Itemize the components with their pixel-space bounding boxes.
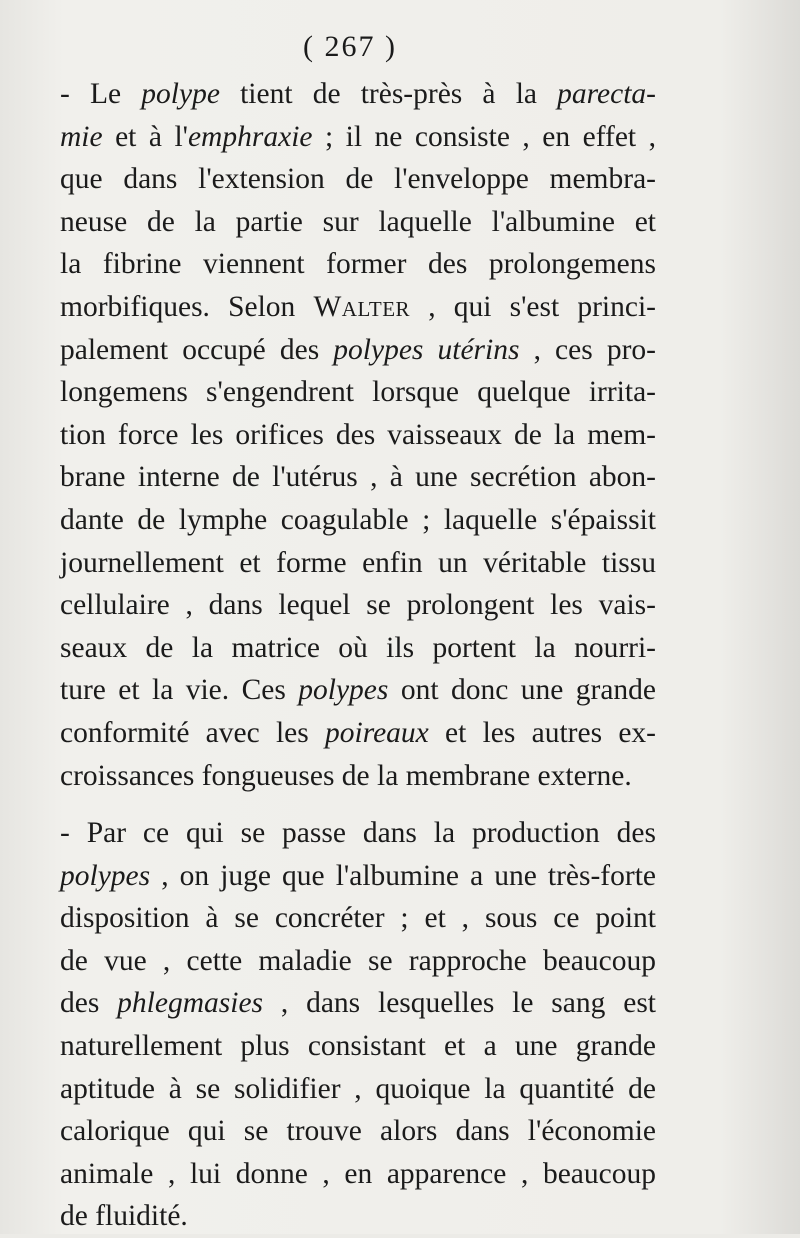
text-run: seaux de la matrice où ils portent la nourri-	[60, 631, 656, 664]
text-line	[60, 542, 656, 585]
paragraph-1	[60, 73, 656, 797]
text-line	[60, 982, 656, 1025]
text-run: tion force les orifices des vaisseaux de la mem-	[60, 418, 656, 451]
text-run: de vue , cette maladie se rapproche beaucoup	[60, 944, 656, 977]
text-run: , on juge que l'albumine a une très-forte	[150, 859, 656, 892]
text-run: journellement et forme enfin un véritable tissu	[60, 546, 656, 579]
text-line	[60, 1195, 656, 1238]
text-run: la fibrine viennent former des prolongemens	[60, 248, 656, 281]
text-line	[60, 1110, 656, 1153]
italic-term: emphraxie	[187, 120, 313, 153]
author-name: Walter	[313, 290, 411, 323]
text-line	[60, 73, 656, 116]
text-line	[60, 897, 656, 940]
text-run: , ces pro-	[519, 333, 656, 366]
text-line	[60, 456, 656, 499]
text-run: de fluidité.	[60, 1200, 188, 1233]
italic-term: polypes	[298, 674, 389, 707]
page-number: ( 267 )	[303, 30, 397, 63]
text-run: ture et la vie. Ces	[60, 674, 299, 707]
text-line	[60, 855, 656, 898]
text-run: ; il ne consiste , en effet ,	[312, 120, 656, 153]
text-run: , dans lesquelles le sang est	[263, 987, 656, 1020]
text-run: - Le	[60, 78, 142, 110]
text-run: que dans l'extension de l'enveloppe membra-	[60, 163, 656, 196]
text-line	[60, 158, 656, 201]
text-run: croissances fongueuses de la membrane externe.	[60, 759, 632, 792]
text-run: longemens s'engendrent lorsque quelque irrita-	[60, 376, 656, 409]
text-line	[60, 712, 656, 755]
text-run: des	[60, 987, 118, 1020]
text-line	[60, 201, 656, 244]
italic-term: polype	[141, 78, 220, 110]
text-line	[60, 499, 656, 542]
text-run: , qui s'est princi-	[410, 290, 656, 323]
text-run: brane interne de l'utérus , à une secrétion abon-	[60, 461, 656, 494]
text-line	[60, 116, 656, 159]
text-run: ont donc une grande	[388, 674, 656, 707]
text-run: tient de très-près à la	[219, 78, 558, 110]
text-run: morbifiques. Selon	[60, 290, 314, 323]
text-run: neuse de la partie sur laquelle l'albumine et	[60, 205, 656, 238]
text-line	[60, 627, 656, 670]
italic-term: polypes	[60, 859, 151, 892]
text-line	[60, 755, 656, 798]
text-line	[60, 243, 656, 286]
text-run: disposition à se concréter ; et , sous ce point	[60, 902, 656, 935]
body-text	[60, 73, 656, 1238]
italic-term: phlegmasies	[117, 987, 264, 1020]
text-run: calorique qui se trouve alors dans l'économie	[60, 1115, 656, 1148]
text-line	[60, 371, 656, 414]
text-line	[60, 584, 656, 627]
text-run: palement occupé des	[60, 333, 334, 366]
text-run: aptitude à se solidifier , quoique la quantité de	[60, 1072, 656, 1105]
text-run: cellulaire , dans lequel se prolongent les vais-	[60, 589, 656, 622]
text-line	[60, 1153, 656, 1196]
text-run: et les autres ex-	[428, 716, 656, 749]
text-run: animale , lui donne , en apparence , beaucoup	[60, 1157, 656, 1190]
italic-term: poireaux	[325, 716, 429, 749]
text-line	[60, 940, 656, 983]
text-run: et à l'	[102, 120, 188, 153]
text-run: naturellement plus consistant et a une grande	[60, 1030, 656, 1063]
text-line	[60, 329, 656, 372]
italic-term: mie	[60, 120, 103, 153]
text-line	[60, 812, 656, 855]
paragraph-gap	[60, 797, 656, 812]
text-run: - Par ce qui se passe dans la production des	[60, 817, 656, 850]
italic-term: polypes utérins	[333, 333, 520, 366]
text-line	[60, 414, 656, 457]
text-line	[60, 1025, 656, 1068]
text-line	[60, 669, 656, 712]
text-run: dante de lymphe coagulable ; laquelle s'épaissit	[60, 503, 656, 536]
text-line	[60, 1068, 656, 1111]
text-line	[60, 286, 656, 329]
paragraph-2	[60, 812, 656, 1238]
italic-term: parecta-	[557, 78, 656, 110]
text-run: conformité avec les	[60, 716, 325, 749]
